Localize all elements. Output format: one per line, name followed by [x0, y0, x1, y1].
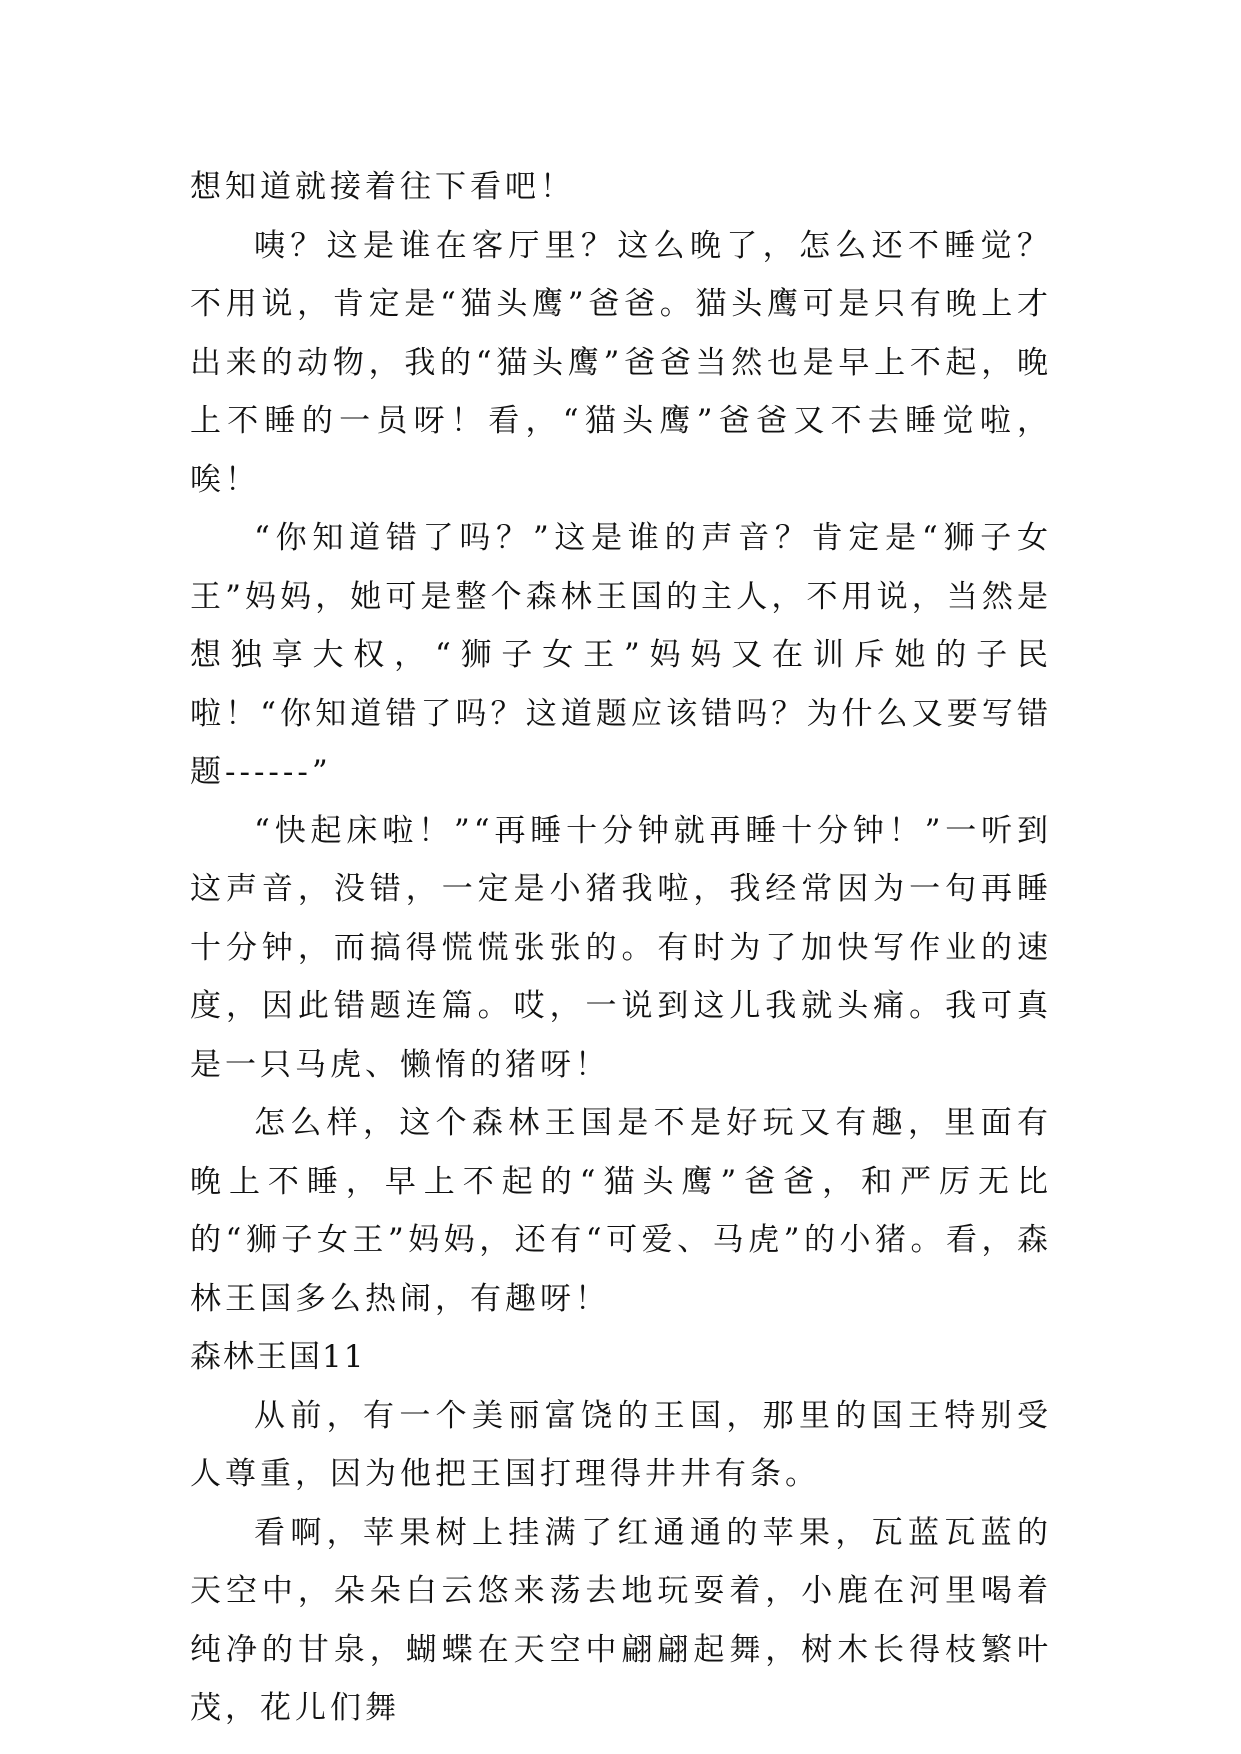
- paragraph-little-pig: “快起床啦！”“再睡十分钟就再睡十分钟！”一听到这声音，没错，一定是小猪我啦，我经常因为一句再睡十分钟，而搞得慌慌张张的。有时为了加快写作业的速度，因此错题连篇。哎，一说到这儿我就头痛。我可真是一只马虎、懒惰的猪呀！: [190, 812, 1052, 1083]
- document-page: [190, 158, 1052, 1738]
- paragraph-lion-queen-mother: “你知道错了吗？”这是谁的声音？肯定是“狮子女王”妈妈，她可是整个森林王国的主人，不用说，当然是想独享大权，“狮子女王”妈妈又在训斥她的子民啦！“你知道错了吗？这道题应该错吗？为什么又要写错题------”: [190, 520, 1052, 790]
- continuation-line: 想知道就接着往下看吧！: [190, 169, 575, 205]
- paragraph-owl-father: 咦？这是谁在客厅里？这么晚了，怎么还不睡觉？不用说，肯定是“猫头鹰”爸爸。猫头鹰可是只有晚上才出来的动物，我的“猫头鹰”爸爸当然也是早上不起，晚上不睡的一员呀！看，“猫头鹰”爸爸又不去睡觉啦，唉！: [190, 227, 1052, 498]
- paragraph-kingdom-intro: 从前，有一个美丽富饶的王国，那里的国王特别受人尊重，因为他把王国打理得井井有条。: [190, 1397, 1052, 1492]
- section-heading: 森林王国11: [190, 1339, 366, 1375]
- paragraph-kingdom-scenery: 看啊，苹果树上挂满了红通通的苹果，瓦蓝瓦蓝的天空中，朵朵白云悠来荡去地玩耍着，小鹿在河里喝着纯净的甘泉，蝴蝶在天空中翩翩起舞，树木长得枝繁叶茂，花儿们舞: [190, 1514, 1052, 1726]
- paragraph-summary: 怎么样，这个森林王国是不是好玩又有趣，里面有晚上不睡，早上不起的“猫头鹰”爸爸，和严厉无比的“狮子女王”妈妈，还有“可爱、马虎”的小猪。看，森林王国多么热闹，有趣呀！: [190, 1105, 1052, 1317]
